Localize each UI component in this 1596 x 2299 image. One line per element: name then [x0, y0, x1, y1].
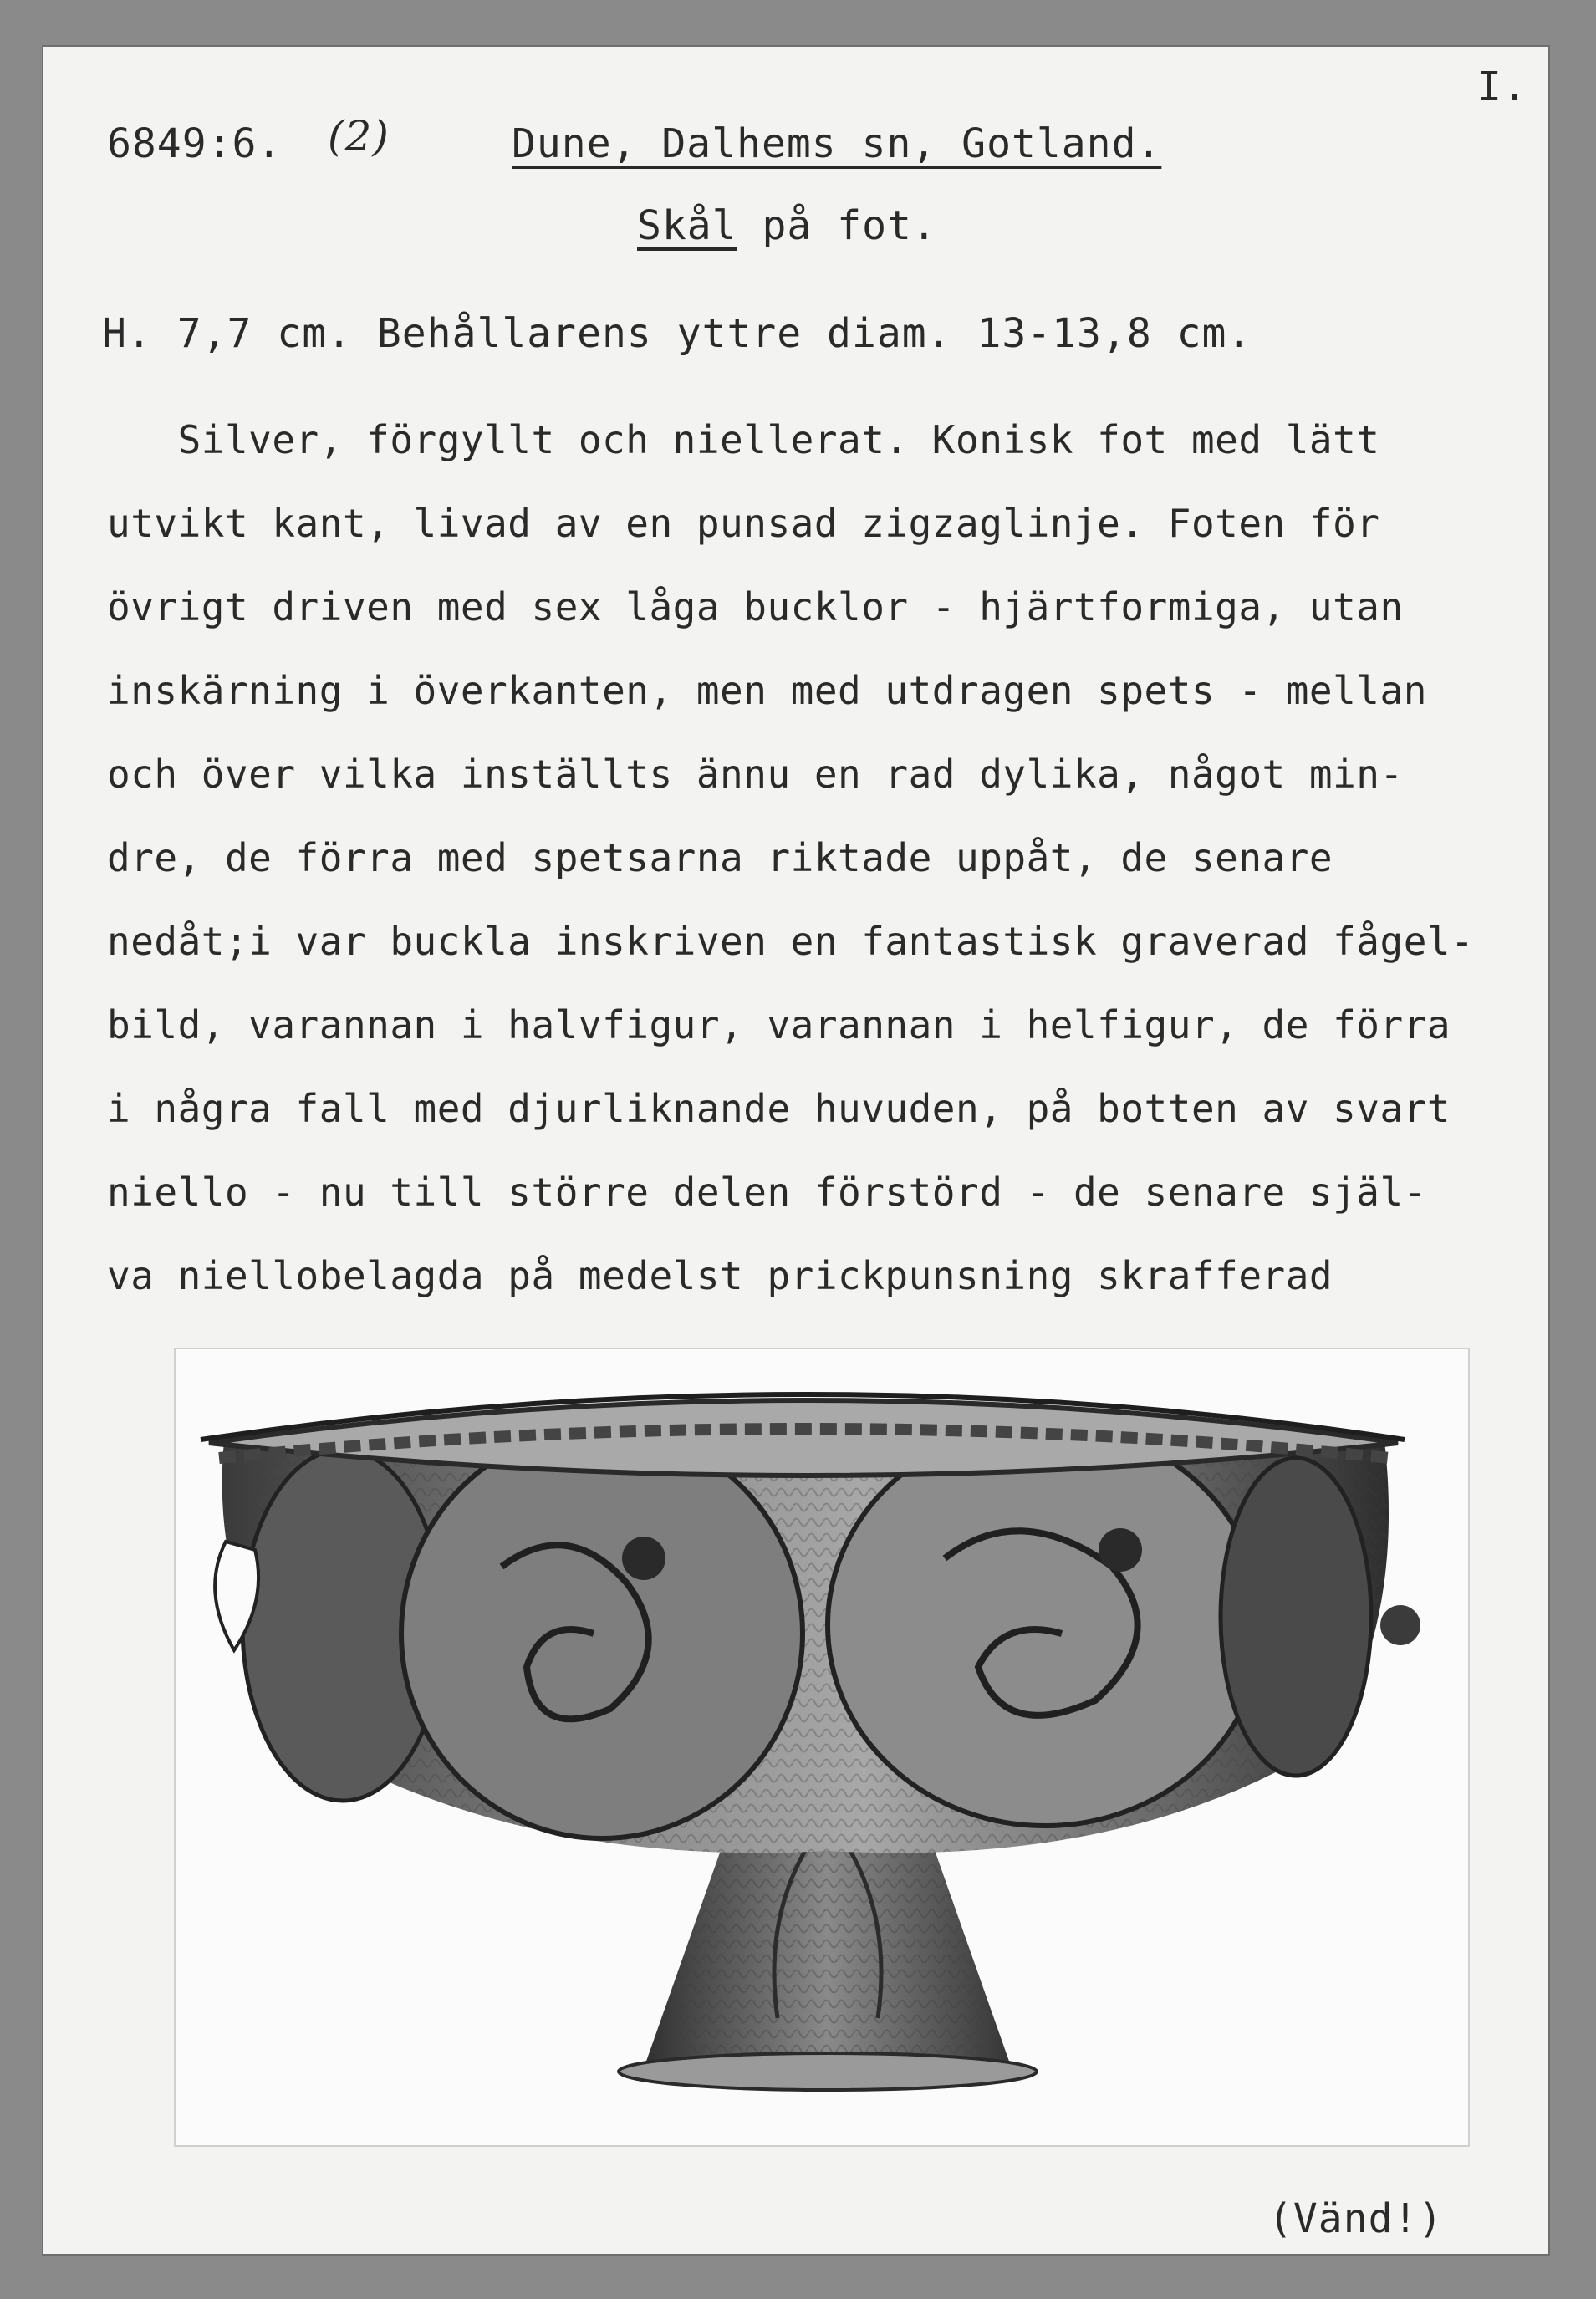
description-line: i några fall med djurliknande huvuden, på botten av svart — [107, 1086, 1451, 1131]
boss-medallion — [401, 1429, 803, 1838]
site-heading: Dune, Dalhems sn, Gotland. — [512, 120, 1162, 167]
description-line: bild, varannan i halvfigur, varannan i helfigur, de förra — [107, 1002, 1451, 1048]
description-line: inskärning i överkanten, men med utdragen spets - mellan — [107, 668, 1427, 713]
handwritten-note: (2) — [328, 112, 390, 161]
bird-head — [1099, 1528, 1142, 1572]
bowl-photograph — [176, 1349, 1468, 2145]
description-line: och över vilka inställts ännu en rad dylika, något min- — [107, 752, 1404, 797]
boss-medallion — [828, 1425, 1262, 1826]
description-line: övrigt driven med sex låga bucklor - hjärtformiga, utan — [107, 584, 1404, 630]
object-title-word: Skål — [637, 202, 737, 249]
description-line: dre, de förra med spetsarna riktade uppåt, de senare — [107, 835, 1333, 880]
bird-head — [622, 1537, 665, 1580]
sheet-number: I. — [1477, 64, 1527, 110]
bowl-illustration — [176, 1349, 1468, 2145]
catalog-number: 6849:6. — [107, 120, 283, 167]
object-title — [637, 202, 937, 249]
description-line: utvikt kant, livad av en punsad zigzaglinje. Foten för — [107, 501, 1380, 546]
turn-over-note: (Vänd!) — [1268, 2195, 1444, 2242]
bowl-foot-rim — [619, 2053, 1037, 2090]
handle-knob — [1380, 1605, 1420, 1645]
catalog-card — [43, 47, 1548, 2254]
object-title-rest: på fot. — [737, 202, 937, 249]
description-text — [107, 398, 1545, 1318]
description-line: nedåt;i var buckla inskriven en fantastisk graverad fågel- — [107, 919, 1475, 964]
dimensions-line: H. 7,7 cm. Behållarens yttre diam. 13-13,8 cm. — [102, 310, 1252, 357]
boss-medallion — [1221, 1458, 1371, 1776]
description-line: niello - nu till större delen förstörd - de senare själ- — [107, 1170, 1427, 1215]
description-line: Silver, förgyllt och niellerat. Konisk fot med lätt — [107, 417, 1380, 462]
description-line: va niellobelagda på medelst prickpunsning skrafferad — [107, 1253, 1333, 1298]
